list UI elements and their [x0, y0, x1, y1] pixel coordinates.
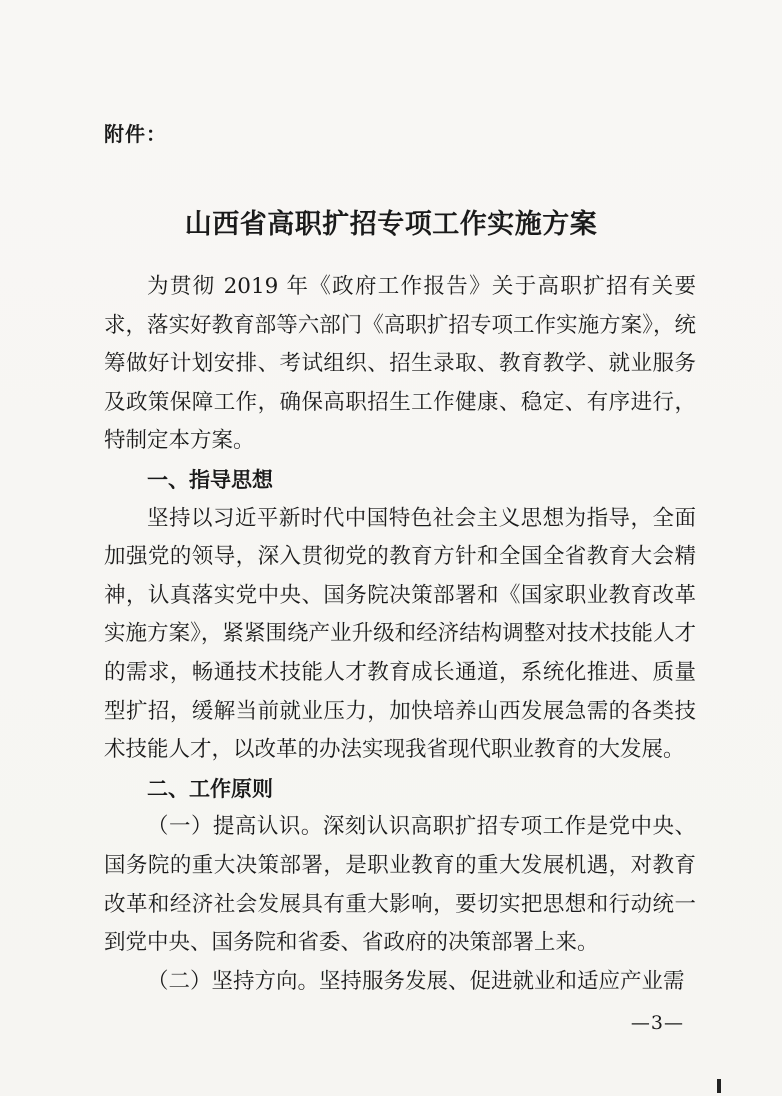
section-heading-guiding-thought: 一、指导思想 — [147, 467, 273, 492]
scan-mark — [717, 1079, 721, 1093]
attachment-label: 附件： — [104, 122, 167, 146]
page-number: —3— — [630, 1012, 684, 1034]
principle-2-paragraph: （二）坚持方向。坚持服务发展、促进就业和适应产业需 — [147, 968, 685, 994]
document-body — [104, 268, 696, 1001]
section-heading-work-principles: 二、工作原则 — [147, 776, 273, 801]
guiding-thought-paragraph: 坚持以习近平新时代中国特色社会主义思想为指导，全面加强党的领导，深入贯彻党的教育方针和全国全省教育大会精神，认真落实党中央、国务院决策部署和《国家职业教育改革实施方案》，紧紧围绕产业升级和经济结构调整对技术技能人才的需求，畅通技术技能人才教育成长通道，系统化推进、质量型扩招，缓解当前就业压力，加快培养山西发展急需的各类技术技能人才，以改革的办法实现我省现代职业教育的大发展。 — [104, 505, 696, 763]
principle-1-paragraph: （一）提高认识。深刻认识高职扩招专项工作是党中央、国务院的重大决策部署，是职业教育的重大发展机遇，对教育改革和经济社会发展具有重大影响，要切实把思想和行动统一到党中央、国务院和省委、省政府的决策部署上来。 — [104, 814, 696, 956]
document-title: 山西省高职扩招专项工作实施方案 — [184, 209, 598, 240]
intro-paragraph: 为贯彻 2019 年《政府工作报告》关于高职扩招有关要求，落实好教育部等六部门《高职扩招专项工作实施方案》，统筹做好计划安排、考试组织、招生录取、教育教学、就业服务及政策保障工作，确保高职招生工作健康、稳定、有序进行，特制定本方案。 — [104, 274, 696, 454]
